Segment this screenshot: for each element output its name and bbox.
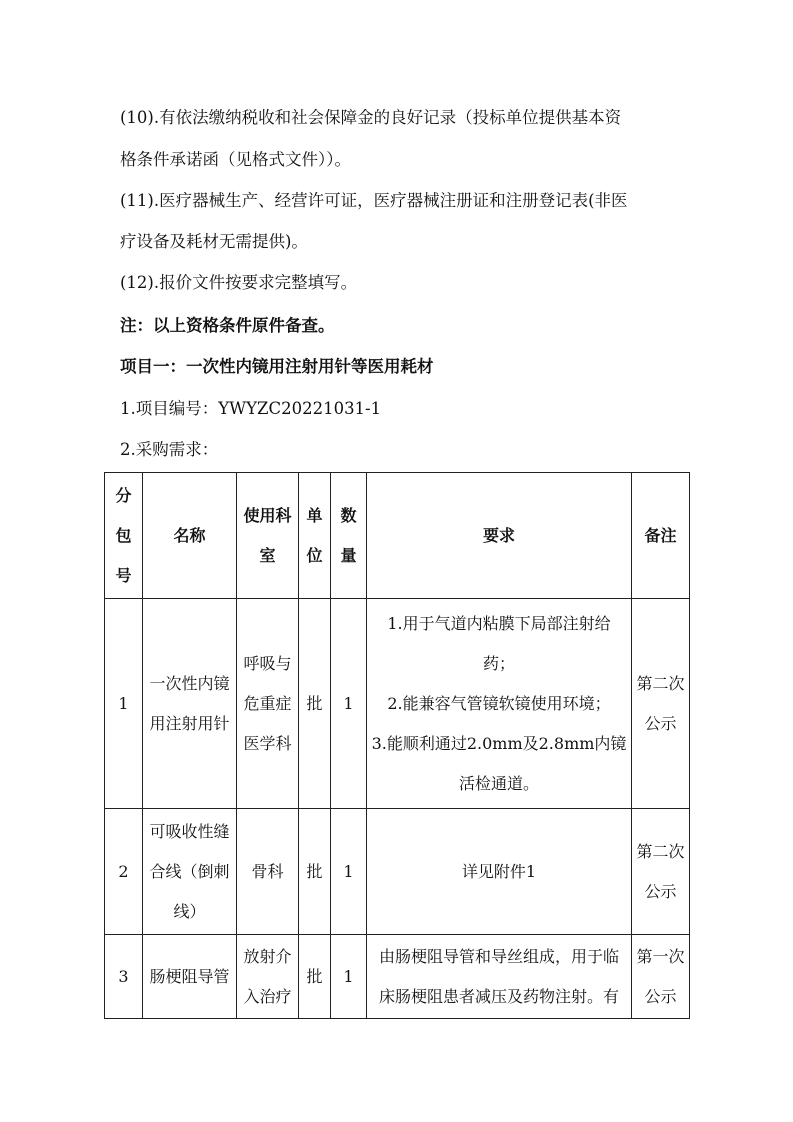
cell-package-no: 2 (105, 809, 143, 935)
cell-department: 放射介 入治疗 (237, 935, 299, 1019)
paragraph-12: (12).报价文件按要求完整填写。 (120, 273, 358, 292)
cell-unit: 批 (299, 809, 331, 935)
header-name: 名称 (143, 473, 237, 599)
cell-package-no: 1 (105, 599, 143, 809)
cell-quantity: 1 (331, 809, 367, 935)
paragraph-11-line-2: 疗设备及耗材无需提供)。 (120, 232, 308, 251)
cell-requirements: 详见附件1 (367, 809, 632, 935)
cell-department: 骨科 (237, 809, 299, 935)
paragraph-10-line-2: 格条件承诺函（见格式文件））。 (120, 150, 351, 169)
cell-quantity: 1 (331, 599, 367, 809)
table-row (105, 809, 690, 935)
cell-name: 肠梗阻导管 (143, 935, 237, 1019)
purchase-needs-label: 2.采购需求： (120, 440, 219, 459)
table-header-row (105, 473, 690, 599)
project-title: 项目一：一次性内镜用注射用针等医用耗材 (120, 357, 434, 376)
cell-package-no: 3 (105, 935, 143, 1019)
cell-unit: 批 (299, 599, 331, 809)
table-row (105, 599, 690, 809)
table-row (105, 935, 690, 1019)
header-department: 使用科 室 (237, 473, 299, 599)
cell-remarks: 第二次 公示 (632, 599, 690, 809)
header-quantity: 数 量 (331, 473, 367, 599)
cell-quantity: 1 (331, 935, 367, 1019)
paragraph-11-line-1: (11).医疗器械生产、经营许可证，医疗器械注册证和注册登记表(非医 (120, 191, 628, 210)
header-remarks: 备注 (632, 473, 690, 599)
header-package-no: 分 包 号 (105, 473, 143, 599)
requirements-table (104, 472, 690, 1019)
header-requirements: 要求 (367, 473, 632, 599)
qualification-note: 注：以上资格条件原件备查。 (120, 316, 335, 335)
cell-remarks: 第二次 公示 (632, 809, 690, 935)
project-number: 1.项目编号：YWYZC20221031-1 (120, 399, 382, 418)
cell-requirements: 由肠梗阻导管和导丝组成，用于临 床肠梗阻患者减压及药物注射。有 (367, 935, 632, 1019)
cell-remarks: 第一次 公示 (632, 935, 690, 1019)
cell-name: 可吸收性缝 合线（倒刺 线） (143, 809, 237, 935)
paragraph-10-line-1: (10).有依法缴纳税收和社会保障金的良好记录（投标单位提供基本资 (120, 108, 622, 127)
cell-name: 一次性内镜 用注射用针 (143, 599, 237, 809)
cell-department: 呼吸与 危重症 医学科 (237, 599, 299, 809)
cell-requirements: 1.用于气道内粘膜下局部注射给 药； 2.能兼容气管镜软镜使用环境； 3.能顺利通过2.0mm及2.8mm内镜 活检通道。 (367, 599, 632, 809)
header-unit: 单 位 (299, 473, 331, 599)
cell-unit: 批 (299, 935, 331, 1019)
